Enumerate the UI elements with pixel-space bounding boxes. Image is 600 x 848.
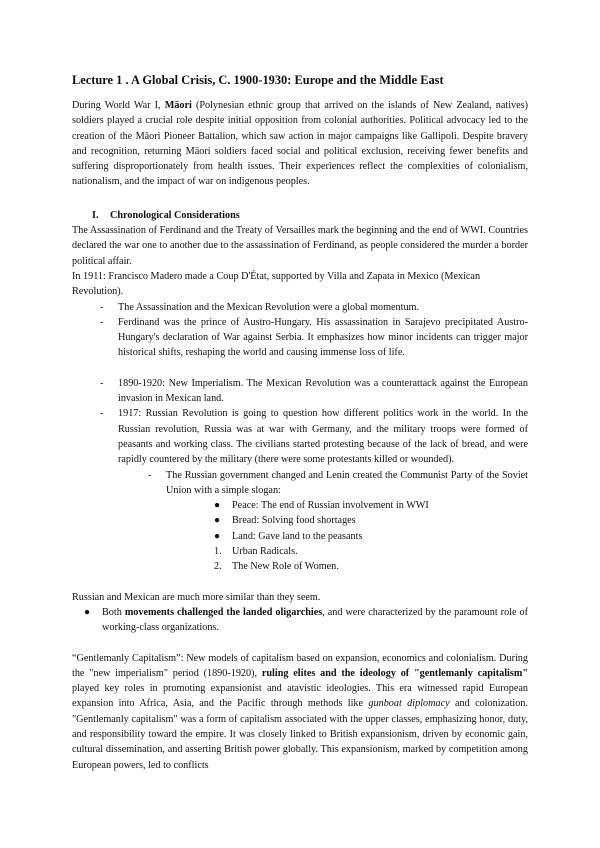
list-item bbox=[84, 605, 528, 636]
intro-text-start: During World War I, bbox=[72, 100, 165, 111]
spacer bbox=[72, 575, 528, 590]
gentlemanly-paragraph bbox=[72, 651, 528, 773]
list-item-text: The Russian government changed and Lenin created the Communist Party of the Soviet Union with a simple slogan: bbox=[166, 469, 528, 496]
bullet-marker: ● bbox=[214, 515, 221, 527]
chronology-paragraph: The Assassination of Ferdinand and the Treaty of Versailles mark the beginning and the end of WWI. Countries declared the war one to another due to the assassination of Ferdinand, as people considered the murder a border political affair. bbox=[72, 225, 528, 267]
dash-marker: - bbox=[100, 301, 104, 313]
slogan-item bbox=[214, 529, 528, 544]
spacer bbox=[72, 636, 528, 651]
number-marker: 2. bbox=[214, 561, 222, 573]
page-title: Lecture 1 . A Global Crisis, C. 1900-1930: Europe and the Middle East bbox=[72, 73, 444, 87]
list-item bbox=[100, 315, 528, 361]
intro-paragraph bbox=[72, 98, 528, 190]
bullet-marker: ● bbox=[84, 606, 91, 618]
gentlemanly-text-2: played key roles in promoting expansionist and atavistic ideologies. This era witnessed rapid European expansion into Africa, Asia, and the Pacific through methods like bbox=[72, 683, 528, 710]
slogan-text: Peace: The end of Russian involvement in WWI bbox=[232, 500, 429, 512]
dash-marker: - bbox=[100, 377, 104, 389]
madero-paragraph: In 1911: Francisco Madero made a Coup D'État, supported by Villa and Zapata in Mexico (Mexican Revolution). bbox=[72, 270, 481, 298]
section-number: I. bbox=[92, 209, 99, 221]
section-heading bbox=[92, 208, 528, 223]
bullet-marker: ● bbox=[214, 530, 221, 542]
list-item bbox=[100, 300, 528, 315]
gentlemanly-bold: ruling elites and the ideology of "gentlemanly capitalism" bbox=[261, 667, 528, 679]
list-item-text: 1890-1920: New Imperialism. The Mexican Revolution was a counterattack against the European invasion in Mexican land. bbox=[118, 377, 528, 405]
numbered-text: The New Role of Women. bbox=[232, 561, 339, 573]
list-item-text: Ferdinand was the prince of Austro-Hungary. His assassination in Sarajevo precipitated Austro-Hungary's declaration of War against Serbia. It emphasizes how minor incidents can trigger major historical shifts, reshaping the world and causing immense loss of life. bbox=[118, 316, 528, 359]
list-item bbox=[100, 376, 528, 407]
document-page bbox=[72, 72, 528, 773]
slogan-list bbox=[166, 498, 528, 574]
numbered-item bbox=[214, 559, 528, 574]
numbered-text: Urban Radicals. bbox=[232, 546, 298, 558]
both-text-start: Both bbox=[102, 606, 125, 618]
number-marker: 1. bbox=[214, 546, 222, 558]
numbered-item bbox=[214, 544, 528, 559]
intro-bold-term: Māori bbox=[164, 100, 192, 111]
both-list bbox=[72, 605, 528, 636]
section-heading-text: Chronological Considerations bbox=[110, 209, 240, 221]
spacer bbox=[72, 361, 528, 376]
dash-list-1 bbox=[72, 300, 528, 361]
list-item-text: The Assassination and the Mexican Revolution were a global momentum. bbox=[118, 301, 420, 313]
gentlemanly-italic: gunboat diplomacy bbox=[368, 698, 450, 710]
dash-marker: - bbox=[100, 408, 104, 420]
both-text-rest: , and were characterized by the paramount role of working-class organizations. bbox=[102, 606, 528, 634]
dash-marker: - bbox=[148, 469, 152, 481]
dash-list-2 bbox=[72, 376, 528, 575]
comparison-paragraph: Russian and Mexican are much more similar than they seem. bbox=[72, 591, 321, 603]
list-item-text: 1917: Russian Revolution is going to question how different politics work in the world. In the Russian revolution, Russia was at war with Germany, and the military troops were formed of peasants and working class. The civilians started protesting because of the lack of bread, and were rapidly countered by the military (there were some protestants killed or wounded). bbox=[118, 408, 528, 466]
dash-sublist bbox=[118, 468, 528, 575]
gentlemanly-text-3: and colonization. "Gentlemanly capitalism" was a form of capitalism associated with the upper classes, emphasizing honor, duty, and responsibility toward the empire. It was closely linked to British expansionism, driven by economic gain, cultural dissemination, and asserting British power globally. This expansionism, marked by competition among European powers, led to conflicts bbox=[72, 698, 528, 771]
slogan-item bbox=[214, 498, 528, 513]
dash-marker: - bbox=[100, 316, 104, 328]
intro-text-rest: (Polynesian ethnic group that arrived on the islands of New Zealand, natives) soldiers played a crucial role despite initial opposition from colonial authorities. Political advocacy led to the creation of the Māori Pioneer Battalion, which saw action in major campaigns like Gallipoli. Despite bravery and recognition, returning Māori soldiers faced social and political exclusion, receiving fewer benefits and suffering disproportionately from health issues. Their experiences reflect the complexities of colonialism, nationalism, and the impact of war on indigenous peoples. bbox=[72, 100, 529, 188]
list-item bbox=[148, 468, 528, 575]
both-bold-text: movements challenged the landed oligarchies bbox=[124, 606, 323, 618]
slogan-text: Bread: Solving food shortages bbox=[232, 515, 356, 527]
gentlemanly-text-1: “Gentlemanly Capitalism”: New models of capitalism based on expansion, economics and colonialism. During the "new imperialism" period (1890-1920), bbox=[72, 652, 528, 679]
list-item bbox=[100, 406, 528, 574]
bullet-marker: ● bbox=[214, 500, 221, 512]
slogan-text: Land: Gave land to the peasants bbox=[232, 530, 363, 542]
slogan-item bbox=[214, 513, 528, 528]
